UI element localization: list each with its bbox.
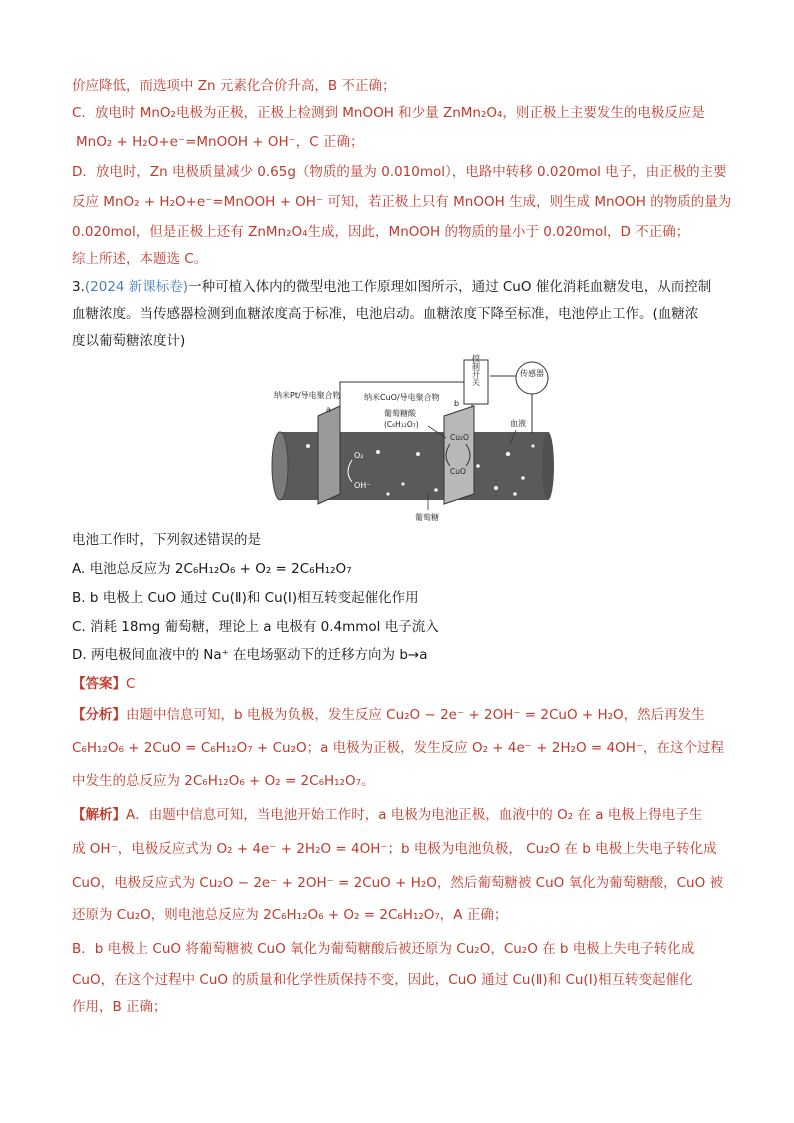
pt-electrode-label: 纳米Pt/导电聚合物 [274,391,341,400]
question-stem-text: 一种可植入体内的微型电池工作原理如图所示，通过 CuO 催化消耗血糖发电，从而控制 [188,279,712,295]
option-a: A. 电池总反应为 2C₆H₁₂O₆ + O₂ = 2C₆H₁₂O₇ [72,561,352,577]
solution-line-4: 还原为 Cu₂O，则电池总反应为 2C₆H₁₂O₆ + O₂ = 2C₆H₁₂O₇，A 正确； [72,907,508,923]
blood-label: 血液 [510,419,526,428]
answer-value: C [126,676,136,692]
prev-solution-line-6: 0.020mol，但是正极上还有 ZnMn₂O₄生成，因此，MnOOH 的物质的量小于 0.020mol，D 不正确； [72,224,690,240]
analysis-text-1: 由题中信息可知，b 电极为负极，发生反应 Cu₂O − 2e⁻ + 2OH⁻ = 2CuO + H₂O，然后再发生 [126,707,705,723]
prev-solution-line-1: 价应降低，而选项中 Zn 元素化合价升高，B 不正确； [72,78,396,94]
prev-solution-option-c: C．放电时 MnO₂电极为正极，正极上检测到 MnOOH 和少量 ZnMn₂O₄，则正极上主要发生的电极反应是 [72,105,705,121]
gluconic-acid-formula: (C₆H₁₂O₇) [384,420,419,429]
vessel-far-end [542,432,554,500]
prev-solution-equation: MnO₂ + H₂O+e⁻=MnOOH + OH⁻，C 正确； [76,134,364,150]
vessel-end-cap [272,432,288,500]
cuo-label: CuO [450,467,466,476]
glucose-label: 葡萄糖 [415,513,439,522]
solution-line-5: B．b 电极上 CuO 将葡萄糖被 CuO 氧化为葡萄糖酸后被还原为 Cu₂O，Cu₂O 在 b 电极上失电子转化成 [72,941,695,957]
control-switch-label: 控制开关 [471,354,481,386]
option-b: B. b 电极上 CuO 通过 Cu(Ⅱ)和 Cu(Ⅰ)相互转变起催化作用 [72,590,419,606]
solution-text-1: A．由题中信息可知，当电池开始工作时，a 电极为电池正极，血液中的 O₂ 在 a 电极上得电子生 [126,807,703,823]
option-c: C. 消耗 18mg 葡萄糖，理论上 a 电极有 0.4mmol 电子流入 [72,619,439,635]
analysis-line-3: 中发生的总反应为 2C₆H₁₂O₆ + O₂ = 2C₆H₁₂O₇。 [72,773,375,789]
solution-line-7: 作用，B 正确； [72,999,167,1015]
solution-line-6: CuO，在这个过程中 CuO 的质量和化学性质保持不变，因此，CuO 通过 Cu(Ⅱ)和 Cu(Ⅰ)相互转变起催化 [72,972,693,988]
o2-label: O₂ [354,451,364,460]
prev-solution-summary: 综上所述，本题选 C。 [72,251,208,267]
prev-solution-option-d: D．放电时，Zn 电极质量减少 0.65g（物质的量为 0.010mol），电路中转移 0.020mol 电子，由正极的主要 [72,164,727,180]
cu2o-label: Cu₂O [450,433,469,442]
question-prompt: 电池工作时，下列叙述错误的是 [72,532,261,548]
gluconic-acid-label: 葡萄糖酸 [384,409,416,418]
hydroxide-label: OH⁻ [354,481,371,490]
question-number: 3. [72,279,85,295]
question-stem-line-3: 度以葡萄糖浓度计) [72,333,186,349]
analysis-line-1 [72,706,732,724]
electrode-a [318,406,340,504]
solution-line-3: CuO，电极反应式为 Cu₂O − 2e⁻ + 2OH⁻ = 2CuO + H₂O，然后葡萄糖被 CuO 氧化为葡萄糖酸，CuO 被 [72,875,723,891]
answer-line [72,675,732,693]
electrode-a-label: a [326,405,331,414]
battery-diagram [268,354,558,526]
question-stem-line-1 [72,278,732,296]
question-source-link[interactable]: (2024 新课标卷) [84,279,189,295]
analysis-tag: 【分析】 [72,707,126,723]
analysis-line-2: C₆H₁₂O₆ + 2CuO = C₆H₁₂O₇ + Cu₂O；a 电极为正极，发生反应 O₂ + 4e⁻ + 2H₂O = 4OH⁻，在这个过程 [72,740,724,756]
electrode-b-label: b [454,399,460,408]
solution-tag: 【解析】 [72,807,126,823]
solution-line-1 [72,806,732,824]
cuo-electrode-label: 纳米CuO/导电聚合物 [364,393,440,402]
prev-solution-line-5: 反应 MnO₂ + H₂O+e⁻=MnOOH + OH⁻ 可知，若正极上只有 MnOOH 生成，则生成 MnOOH 的物质的量为 [72,194,732,210]
option-d: D. 两电极间血液中的 Na⁺ 在电场驱动下的迁移方向为 b→a [72,647,428,663]
sensor-label: 传感器 [520,369,544,378]
sensor-circle [516,362,548,394]
answer-tag: 【答案】 [72,676,126,692]
question-stem-line-2: 血糖浓度。当传感器检测到血糖浓度高于标准，电池启动。血糖浓度下降至标准，电池停止工作。(血糖浓 [72,306,699,322]
solution-line-2: 成 OH⁻，电极反应式为 O₂ + 4e⁻ + 2H₂O = 4OH⁻；b 电极为电池负极， Cu₂O 在 b 电极上失电子转化成 [72,841,717,857]
